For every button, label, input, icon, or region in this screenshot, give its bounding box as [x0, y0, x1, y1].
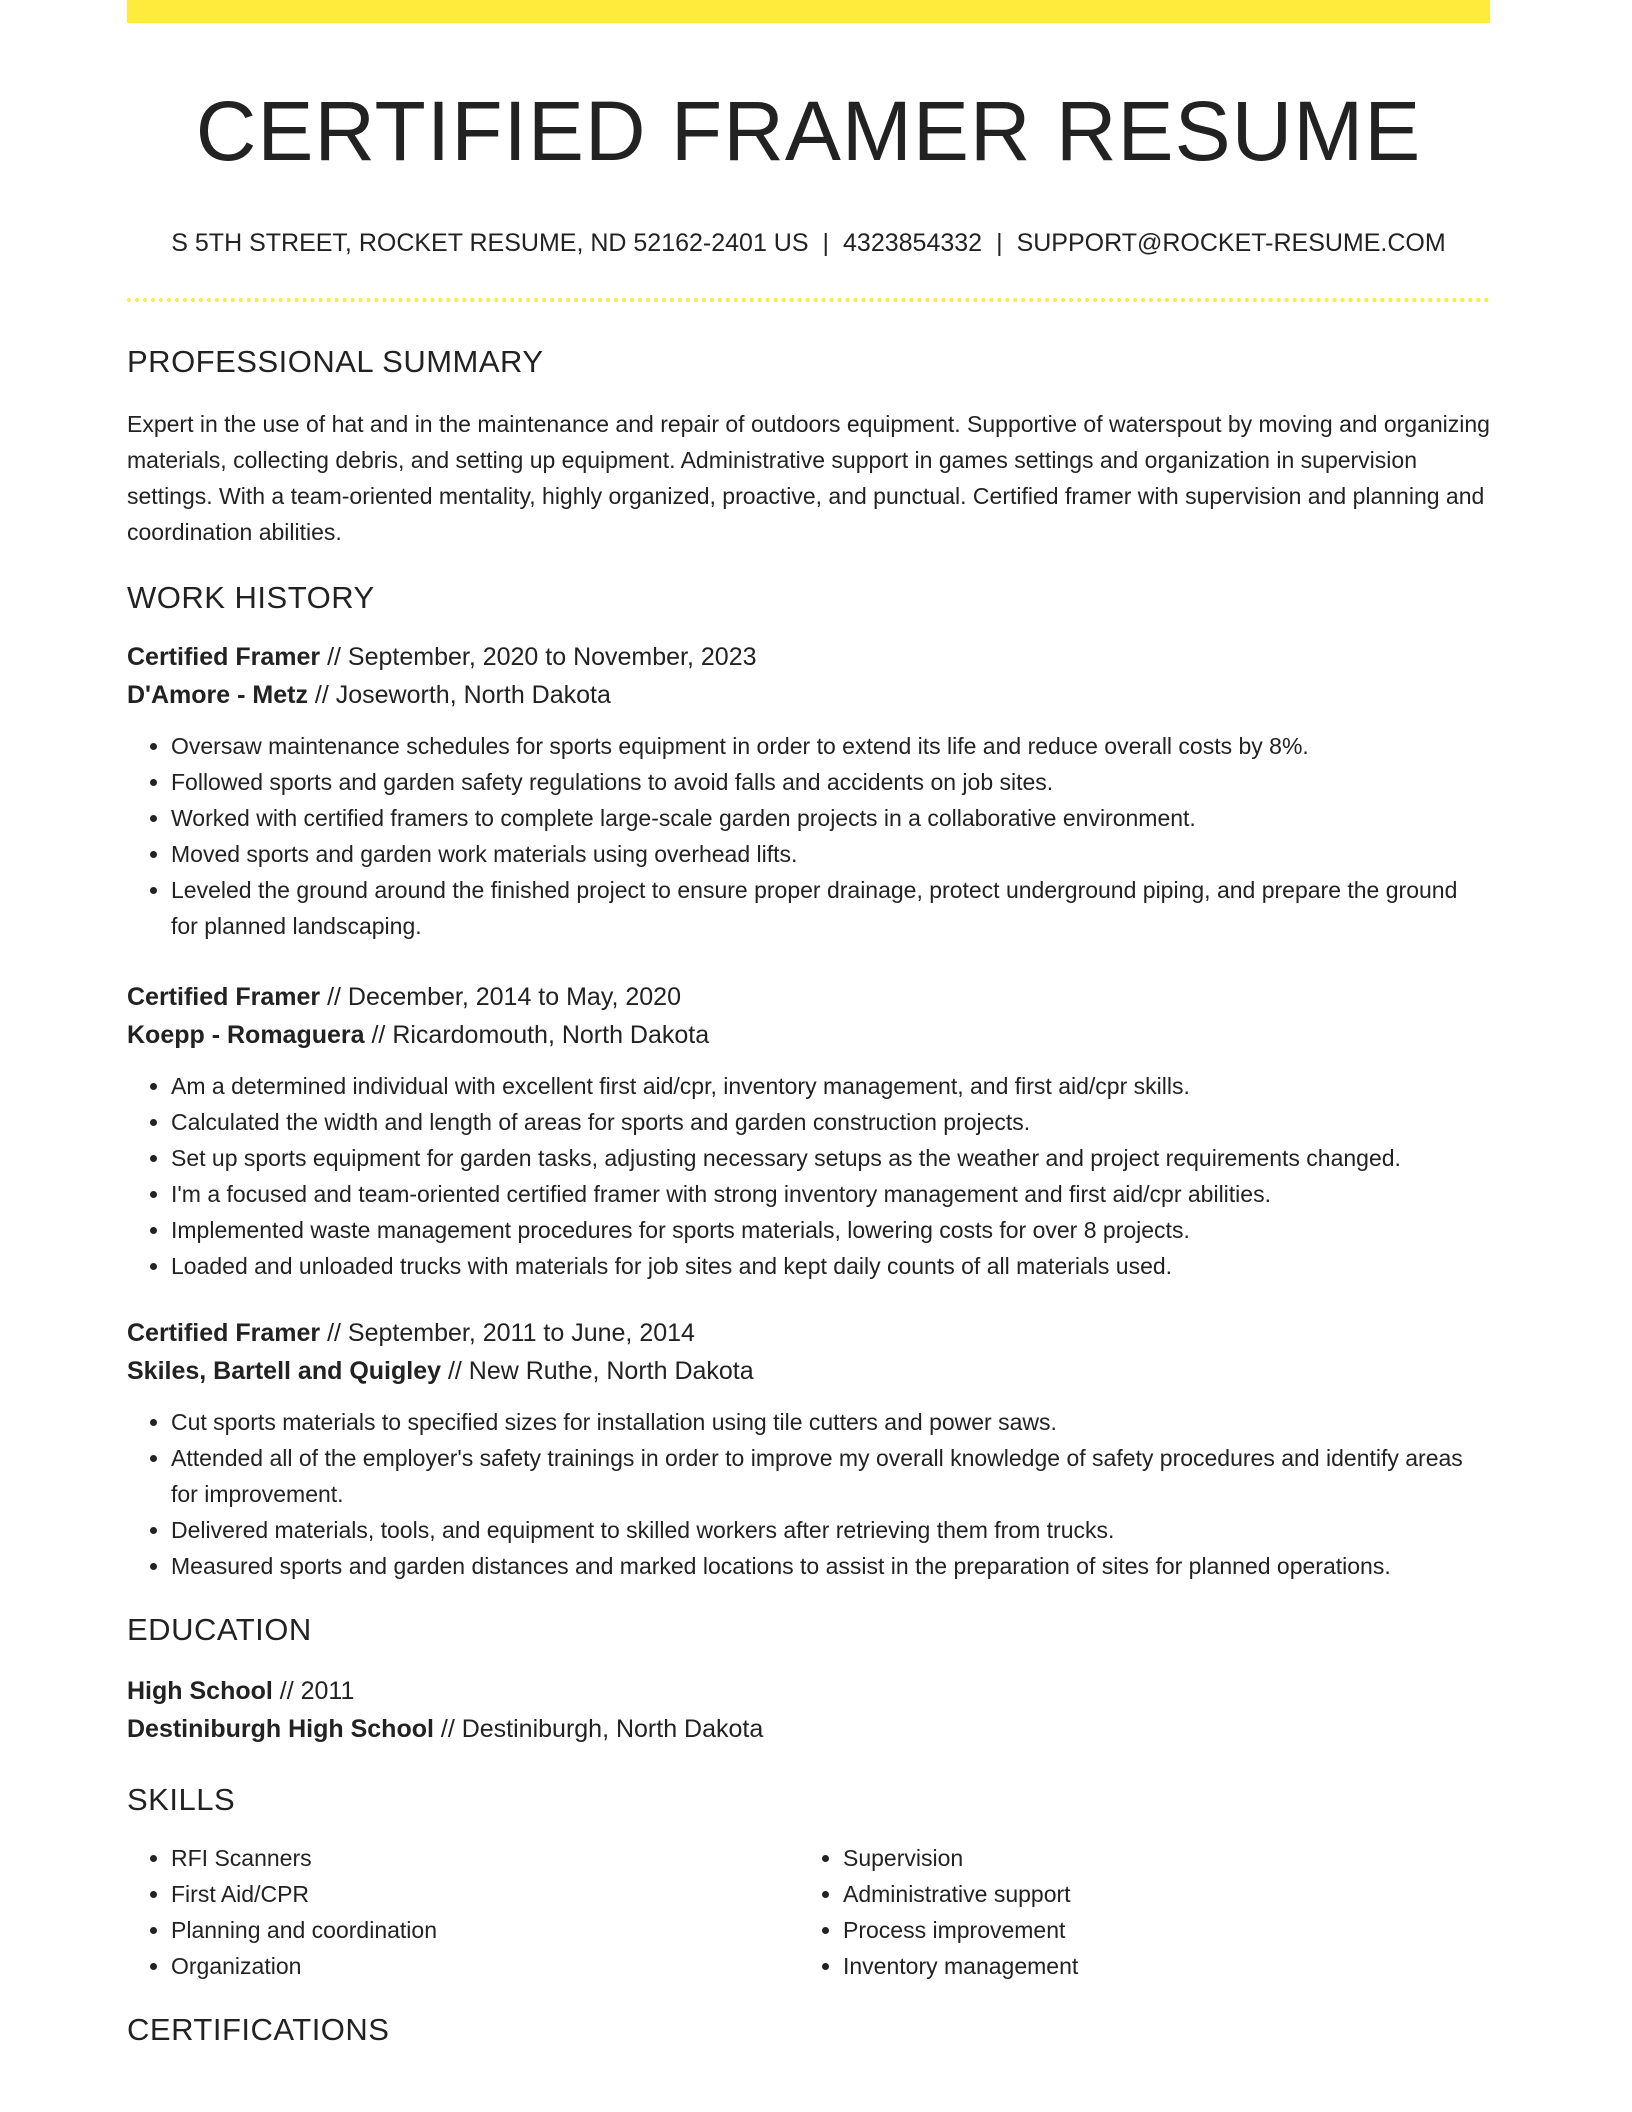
company-name: Koepp - Romaguera: [127, 1021, 365, 1050]
school-line: [127, 1710, 1490, 1748]
job-dates: // September, 2020 to November, 2023: [320, 643, 757, 672]
education-entry: [127, 1672, 1490, 1748]
work-history-heading: WORK HISTORY: [127, 580, 375, 616]
list-item: • Implemented waste management procedures for sports materials, lowering costs for over 8 projects.: [171, 1212, 1490, 1248]
school-name: Destiniburgh High School: [127, 1715, 434, 1744]
job-company-line: [127, 1016, 1490, 1054]
job-company-line: [127, 676, 1490, 714]
skills-list-right: [799, 1840, 1471, 1984]
email-link[interactable]: SUPPORT@ROCKET-RESUME.COM: [1016, 229, 1446, 258]
skill-item: • Administrative support: [843, 1876, 1471, 1912]
phone: 4323854332: [843, 229, 983, 258]
list-item: • Worked with certified framers to complete large-scale garden projects in a collaborative environment.: [171, 800, 1490, 836]
job-dates: // December, 2014 to May, 2020: [320, 983, 681, 1012]
skill-item: • RFI Scanners: [171, 1840, 799, 1876]
job-company-line: [127, 1352, 1490, 1390]
contact-separator: |: [996, 229, 1003, 258]
skill-item: • Supervision: [843, 1840, 1471, 1876]
list-item: • Loaded and unloaded trucks with materials for job sites and kept daily counts of all materials used.: [171, 1248, 1490, 1284]
job-title-line: [127, 1314, 1490, 1352]
list-item: • Set up sports equipment for garden tasks, adjusting necessary setups as the weather and project requirements changed.: [171, 1140, 1490, 1176]
resume-title: CERTIFIED FRAMER RESUME: [195, 84, 1422, 178]
skills-list-left: [127, 1840, 799, 1984]
contact-separator: |: [822, 229, 830, 258]
job-location: // New Ruthe, North Dakota: [441, 1357, 754, 1386]
degree-line: [127, 1672, 1490, 1710]
resume-page: [127, 0, 1490, 2048]
graduation-year: // 2011: [272, 1677, 355, 1706]
skill-item: • Process improvement: [843, 1912, 1471, 1948]
job-location: // Ricardomouth, North Dakota: [364, 1021, 710, 1050]
job-bullets: [127, 1404, 1490, 1584]
summary-heading: PROFESSIONAL SUMMARY: [127, 344, 544, 380]
job-location: // Joseworth, North Dakota: [307, 681, 611, 710]
list-item: • Followed sports and garden safety regulations to avoid falls and accidents on job sites.: [171, 764, 1490, 800]
address: S 5TH STREET, ROCKET RESUME, ND 52162-2401 US: [171, 229, 809, 258]
job-entry: [127, 978, 1490, 1284]
list-item: • Cut sports materials to specified sizes for installation using tile cutters and power saws.: [171, 1404, 1490, 1440]
list-item: • Oversaw maintenance schedules for sports equipment in order to extend its life and reduce overall costs by 8%.: [171, 728, 1490, 764]
accent-bar: [127, 0, 1490, 23]
skills-heading: SKILLS: [127, 1782, 236, 1818]
list-item: • Calculated the width and length of areas for sports and garden construction projects.: [171, 1104, 1490, 1140]
summary-text: Expert in the use of hat and in the maintenance and repair of outdoors equipment. Supportive of waterspout by moving and organizing materials, collecting debris, and setting up equipment. Administrative support in games settings and organization in supervision settings. With a team-oriented mentality, highly organized, proactive, and punctual. Certified framer with supervision and planning and coordination abilities.: [127, 411, 1490, 546]
education-heading: EDUCATION: [127, 1612, 312, 1648]
company-name: D'Amore - Metz: [127, 681, 308, 710]
school-location: // Destiniburgh, North Dakota: [433, 1715, 764, 1744]
list-item: • Am a determined individual with excellent first aid/cpr, inventory management, and first aid/cpr skills.: [171, 1068, 1490, 1104]
job-title: Certified Framer: [127, 983, 321, 1012]
list-item: • Leveled the ground around the finished project to ensure proper drainage, protect underground piping, and prepare the ground for planned landscaping.: [171, 872, 1490, 944]
list-item: • Measured sports and garden distances and marked locations to assist in the preparation of sites for planned operations.: [171, 1548, 1490, 1584]
job-bullets: [127, 1068, 1490, 1284]
job-title: Certified Framer: [127, 643, 321, 672]
job-entry: [127, 638, 1490, 944]
skill-item: • First Aid/CPR: [171, 1876, 799, 1912]
skill-item: • Inventory management: [843, 1948, 1471, 1984]
contact-line: [127, 229, 1490, 258]
list-item: • I'm a focused and team-oriented certified framer with strong inventory management and first aid/cpr abilities.: [171, 1176, 1490, 1212]
list-item: • Delivered materials, tools, and equipment to skilled workers after retrieving them from trucks.: [171, 1512, 1490, 1548]
degree: High School: [127, 1677, 273, 1706]
job-title-line: [127, 638, 1490, 676]
company-name: Skiles, Bartell and Quigley: [127, 1357, 442, 1386]
list-item: • Attended all of the employer's safety trainings in order to improve my overall knowledge of safety procedures and identify areas for improvement.: [171, 1440, 1490, 1512]
dotted-divider: [127, 298, 1490, 302]
skill-item: • Planning and coordination: [171, 1912, 799, 1948]
certifications-heading: CERTIFICATIONS: [127, 2012, 390, 2048]
job-title: Certified Framer: [127, 1319, 321, 1348]
job-title-line: [127, 978, 1490, 1016]
skills-grid: [127, 1840, 1490, 1984]
job-bullets: [127, 728, 1490, 944]
skill-item: • Organization: [171, 1948, 799, 1984]
list-item: • Moved sports and garden work materials using overhead lifts.: [171, 836, 1490, 872]
job-entry: [127, 1314, 1490, 1584]
job-dates: // September, 2011 to June, 2014: [320, 1319, 695, 1348]
